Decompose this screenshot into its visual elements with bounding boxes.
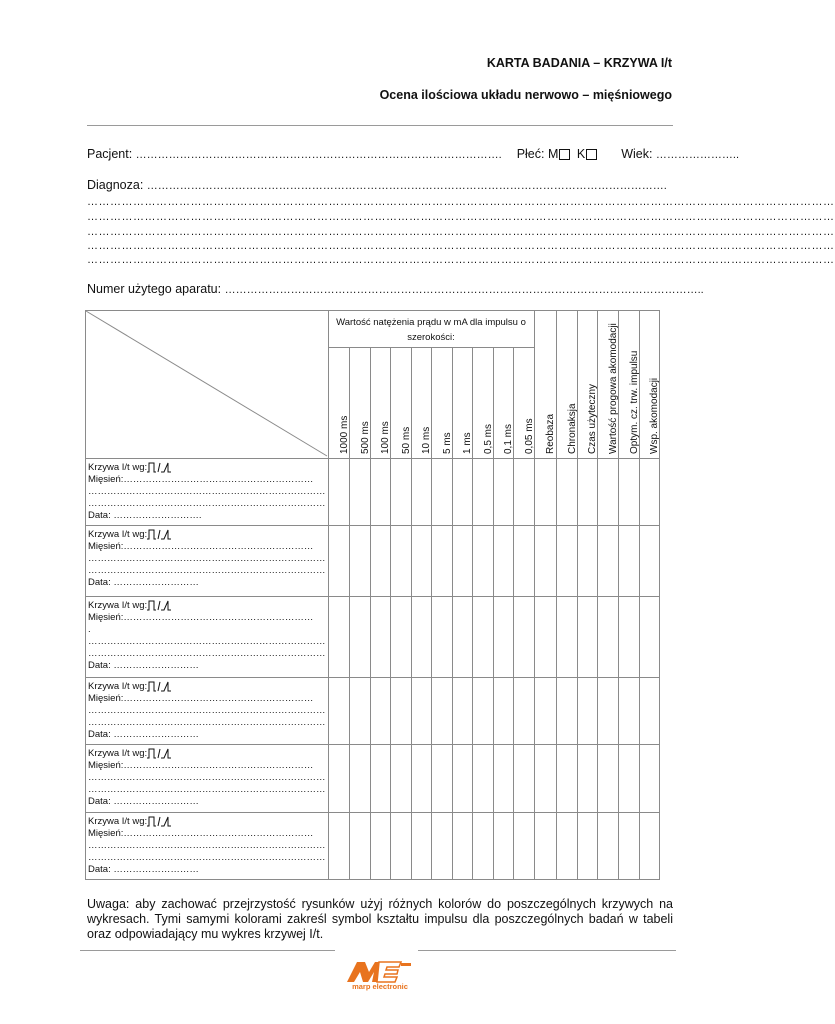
value-cell[interactable]: [349, 459, 370, 526]
diagnosis-line-5[interactable]: ……………………………………………………………………………………………………………………………………………………………………………: [87, 254, 835, 266]
page-title: KARTA BADANIA – KRZYWA I/t: [486, 56, 672, 70]
value-cell[interactable]: [431, 813, 452, 880]
value-cell[interactable]: [472, 678, 493, 745]
muscle-field[interactable]: Mięsień:……………………………………………………: [88, 828, 314, 840]
sex-k-label: K: [576, 147, 586, 161]
value-cell[interactable]: [618, 597, 639, 678]
value-cell[interactable]: [370, 526, 390, 597]
value-cell[interactable]: [577, 526, 597, 597]
value-cell[interactable]: [577, 597, 597, 678]
value-cell[interactable]: [390, 526, 411, 597]
top-divider: [87, 125, 673, 126]
value-cell[interactable]: [472, 813, 493, 880]
value-cell[interactable]: [431, 745, 452, 813]
note-text: Uwaga: aby zachować przejrzystość rysunków użyj różnych kolorów do poszczególnych krzywych na wykresach. Tymi samymi kolorami zakreśl symbol kształtu impulsu dla poszczególnych badań w tabeli oraz odpowiadający mu wykres krzywej I/t.: [87, 897, 673, 941]
blank-line[interactable]: …………………………………………………………………: [88, 498, 326, 510]
value-cell[interactable]: [349, 745, 370, 813]
curve-label-line: Krzywa I/t wg:: [88, 529, 326, 541]
value-cell[interactable]: [597, 597, 618, 678]
table-row: [86, 526, 660, 597]
col-header-100ms: 100 ms: [370, 348, 390, 459]
value-cell[interactable]: [534, 597, 556, 678]
value-cell[interactable]: [431, 597, 452, 678]
value-cell[interactable]: [411, 459, 431, 526]
muscle-field[interactable]: Mięsień:……………………………………………………: [88, 541, 314, 553]
diagnosis-row: [87, 178, 675, 192]
blank-line[interactable]: …………………………………………………………………: [88, 648, 326, 660]
value-cell[interactable]: [390, 678, 411, 745]
sex-m-label: M: [547, 147, 559, 161]
blank-line[interactable]: …………………………………………………………………: [88, 636, 326, 648]
value-cell[interactable]: [328, 597, 349, 678]
pulse-width-group-header: Wartość natężenia prądu w mA dla impulsu o szerokości:: [328, 311, 534, 348]
date-field[interactable]: Data: ………………………: [88, 660, 199, 672]
date-field[interactable]: Data: ………………………: [88, 577, 199, 589]
col-header-optym-cz: Optym. cz. trw. impulsu: [618, 311, 639, 459]
value-cell[interactable]: [513, 745, 534, 813]
measurement-table: [85, 310, 660, 880]
value-cell[interactable]: [618, 813, 639, 880]
blank-line[interactable]: …………………………………………………………………: [88, 553, 326, 565]
value-cell[interactable]: [556, 678, 577, 745]
col-header-0-1ms: 0,1 ms: [493, 348, 513, 459]
value-cell[interactable]: [411, 526, 431, 597]
value-cell[interactable]: [452, 526, 472, 597]
value-cell[interactable]: [349, 813, 370, 880]
value-cell[interactable]: [639, 745, 659, 813]
value-cell[interactable]: [639, 597, 659, 678]
blank-line[interactable]: …………………………………………………………………: [88, 486, 326, 498]
date-field[interactable]: Data: ………………………: [88, 796, 199, 808]
value-cell[interactable]: [328, 678, 349, 745]
pulse-shape-icons[interactable]: [147, 816, 173, 827]
value-cell[interactable]: [431, 459, 452, 526]
value-cell[interactable]: [411, 597, 431, 678]
bottom-divider-left: [80, 950, 335, 951]
date-field[interactable]: Data: ………………………: [88, 729, 199, 741]
col-header-1ms: 1 ms: [452, 348, 472, 459]
value-cell[interactable]: [328, 459, 349, 526]
device-label: Numer użytego aparatu:: [87, 282, 222, 296]
sex-m-checkbox[interactable]: [559, 149, 570, 160]
bottom-divider-right: [418, 950, 676, 951]
diagnosis-line-4[interactable]: ……………………………………………………………………………………………………………………………………………………………………………: [87, 240, 835, 252]
col-header-50ms: 50 ms: [390, 348, 411, 459]
value-cell[interactable]: [577, 678, 597, 745]
col-header-0-05ms: 0,05 ms: [513, 348, 534, 459]
header-corner: [86, 311, 329, 459]
value-cell[interactable]: [618, 526, 639, 597]
pulse-shape-icons[interactable]: [147, 462, 173, 473]
value-cell[interactable]: [370, 813, 390, 880]
value-cell[interactable]: [472, 459, 493, 526]
curve-label-line: Krzywa I/t wg:: [88, 748, 326, 760]
value-cell[interactable]: [513, 459, 534, 526]
value-cell[interactable]: [411, 745, 431, 813]
value-cell[interactable]: [370, 597, 390, 678]
value-cell[interactable]: [639, 459, 659, 526]
value-cell[interactable]: [534, 745, 556, 813]
col-header-chronaksja: Chronaksja: [556, 311, 577, 459]
value-cell[interactable]: [390, 459, 411, 526]
row-label-cell[interactable]: [86, 745, 329, 813]
value-cell[interactable]: [556, 813, 577, 880]
table-body: [86, 459, 660, 880]
muscle-field[interactable]: Mięsień:……………………………………………………: [88, 693, 314, 705]
value-cell[interactable]: [534, 813, 556, 880]
table-row: [86, 813, 660, 880]
value-cell[interactable]: [597, 459, 618, 526]
value-cell[interactable]: [472, 597, 493, 678]
device-row: [87, 282, 704, 296]
value-cell[interactable]: [513, 813, 534, 880]
row-label-cell[interactable]: [86, 678, 329, 745]
pulse-shape-icons[interactable]: [147, 748, 173, 759]
date-field[interactable]: Data: ……………………….: [88, 510, 202, 522]
muscle-field[interactable]: Mięsień:……………………………………………………: [88, 612, 314, 624]
diagnosis-line-2[interactable]: ……………………………………………………………………………………………………………………………………………………………………………: [87, 211, 835, 223]
col-header-wsp-akomodacji: Wsp. akomodacji: [639, 311, 659, 459]
value-cell[interactable]: [618, 745, 639, 813]
pulse-shape-icons[interactable]: [147, 600, 173, 611]
pulse-shape-icons[interactable]: [147, 681, 173, 692]
muscle-field[interactable]: Mięsień:……………………………………………………: [88, 474, 314, 486]
value-cell[interactable]: [493, 459, 513, 526]
patient-row: [87, 147, 740, 161]
value-cell[interactable]: [328, 526, 349, 597]
col-header-500ms: 500 ms: [349, 348, 370, 459]
curve-label-line: Krzywa I/t wg:: [88, 462, 326, 474]
curve-label-line: Krzywa I/t wg:: [88, 816, 326, 828]
value-cell[interactable]: [534, 459, 556, 526]
value-cell[interactable]: [431, 678, 452, 745]
age-label: Wiek:: [621, 147, 653, 161]
blank-line[interactable]: …………………………………………………………………: [88, 784, 326, 796]
row-label-cell[interactable]: [86, 597, 329, 678]
table-row: [86, 459, 660, 526]
row-label-cell[interactable]: [86, 459, 329, 526]
value-cell[interactable]: [411, 813, 431, 880]
value-cell[interactable]: [618, 678, 639, 745]
curve-label-line: Krzywa I/t wg:: [88, 600, 326, 612]
value-cell[interactable]: [452, 813, 472, 880]
value-cell[interactable]: [370, 459, 390, 526]
diagnosis-label: Diagnoza:: [87, 178, 144, 192]
pulse-shape-icons[interactable]: [147, 529, 173, 540]
col-header-wartosc-progowa: Wartość progowa akomodacji: [597, 311, 618, 459]
blank-mark: .: [88, 624, 91, 636]
row-label-cell[interactable]: [86, 526, 329, 597]
device-field[interactable]: …………………………………………………………………………………………………………………..: [224, 284, 704, 296]
value-cell[interactable]: [556, 459, 577, 526]
sex-label: Płeć:: [516, 147, 545, 161]
value-cell[interactable]: [411, 678, 431, 745]
value-cell[interactable]: [452, 597, 472, 678]
value-cell[interactable]: [513, 597, 534, 678]
sex-k-checkbox[interactable]: [586, 149, 597, 160]
value-cell[interactable]: [577, 813, 597, 880]
blank-line[interactable]: …………………………………………………………………: [88, 717, 326, 729]
value-cell[interactable]: [513, 526, 534, 597]
value-cell[interactable]: [370, 745, 390, 813]
curve-label-line: Krzywa I/t wg:: [88, 681, 326, 693]
value-cell[interactable]: [493, 678, 513, 745]
col-header-reobaza: Reobaza: [534, 311, 556, 459]
value-cell[interactable]: [493, 745, 513, 813]
value-cell[interactable]: [452, 745, 472, 813]
col-header-1000ms: 1000 ms: [328, 348, 349, 459]
row-label-cell[interactable]: [86, 813, 329, 880]
diagnosis-field[interactable]: …………………………………………………………………………………………………………………………….: [146, 180, 667, 192]
value-cell[interactable]: [556, 745, 577, 813]
blank-line[interactable]: …………………………………………………………………: [88, 840, 326, 852]
value-cell[interactable]: [349, 678, 370, 745]
table-row: [86, 678, 660, 745]
value-cell[interactable]: [639, 526, 659, 597]
page-subtitle: Ocena ilościowa układu nerwowo – mięśniowego: [379, 88, 672, 102]
value-cell[interactable]: [390, 597, 411, 678]
value-cell[interactable]: [534, 526, 556, 597]
value-cell[interactable]: [452, 678, 472, 745]
value-cell[interactable]: [370, 678, 390, 745]
blank-line[interactable]: …………………………………………………………………: [88, 565, 326, 577]
value-cell[interactable]: [349, 526, 370, 597]
value-cell[interactable]: [597, 526, 618, 597]
value-cell[interactable]: [328, 745, 349, 813]
value-cell[interactable]: [577, 745, 597, 813]
blank-line[interactable]: …………………………………………………………………: [88, 705, 326, 717]
patient-field[interactable]: ……………………………………………………………………………………….: [135, 149, 502, 161]
age-field[interactable]: …………………..: [655, 149, 740, 161]
logo-text: marp electronic: [352, 982, 408, 991]
value-cell[interactable]: [349, 597, 370, 678]
value-cell[interactable]: [513, 678, 534, 745]
corner-diagonal: [86, 311, 327, 456]
col-header-10ms: 10 ms: [411, 348, 431, 459]
value-cell[interactable]: [597, 745, 618, 813]
value-cell[interactable]: [452, 459, 472, 526]
value-cell[interactable]: [597, 813, 618, 880]
col-header-czas-uzyteczny: Czas użyteczny: [577, 311, 597, 459]
col-header-5ms: 5 ms: [431, 348, 452, 459]
value-cell[interactable]: [493, 526, 513, 597]
col-header-0-5ms: 0,5 ms: [472, 348, 493, 459]
value-cell[interactable]: [618, 459, 639, 526]
blank-line[interactable]: …………………………………………………………………: [88, 852, 326, 864]
muscle-field[interactable]: Mięsień:……………………………………………………: [88, 760, 314, 772]
diagnosis-line-3[interactable]: ……………………………………………………………………………………………………………………………………………………………………………: [87, 226, 835, 238]
blank-line[interactable]: …………………………………………………………………: [88, 772, 326, 784]
value-cell[interactable]: [390, 813, 411, 880]
value-cell[interactable]: [639, 813, 659, 880]
value-cell[interactable]: [534, 678, 556, 745]
value-cell[interactable]: [328, 813, 349, 880]
value-cell[interactable]: [493, 813, 513, 880]
value-cell[interactable]: [577, 459, 597, 526]
diagnosis-line-1[interactable]: ……………………………………………………………………………………………………………………………………………………………………………: [87, 196, 835, 208]
value-cell[interactable]: [639, 678, 659, 745]
value-cell[interactable]: [556, 597, 577, 678]
value-cell[interactable]: [597, 678, 618, 745]
patient-label: Pacjent:: [87, 147, 133, 161]
value-cell[interactable]: [556, 526, 577, 597]
table-row: [86, 597, 660, 678]
value-cell[interactable]: [390, 745, 411, 813]
value-cell[interactable]: [472, 745, 493, 813]
value-cell[interactable]: [431, 526, 452, 597]
date-field[interactable]: Data: ………………………: [88, 864, 199, 876]
value-cell[interactable]: [472, 526, 493, 597]
table-row: [86, 745, 660, 813]
value-cell[interactable]: [493, 597, 513, 678]
